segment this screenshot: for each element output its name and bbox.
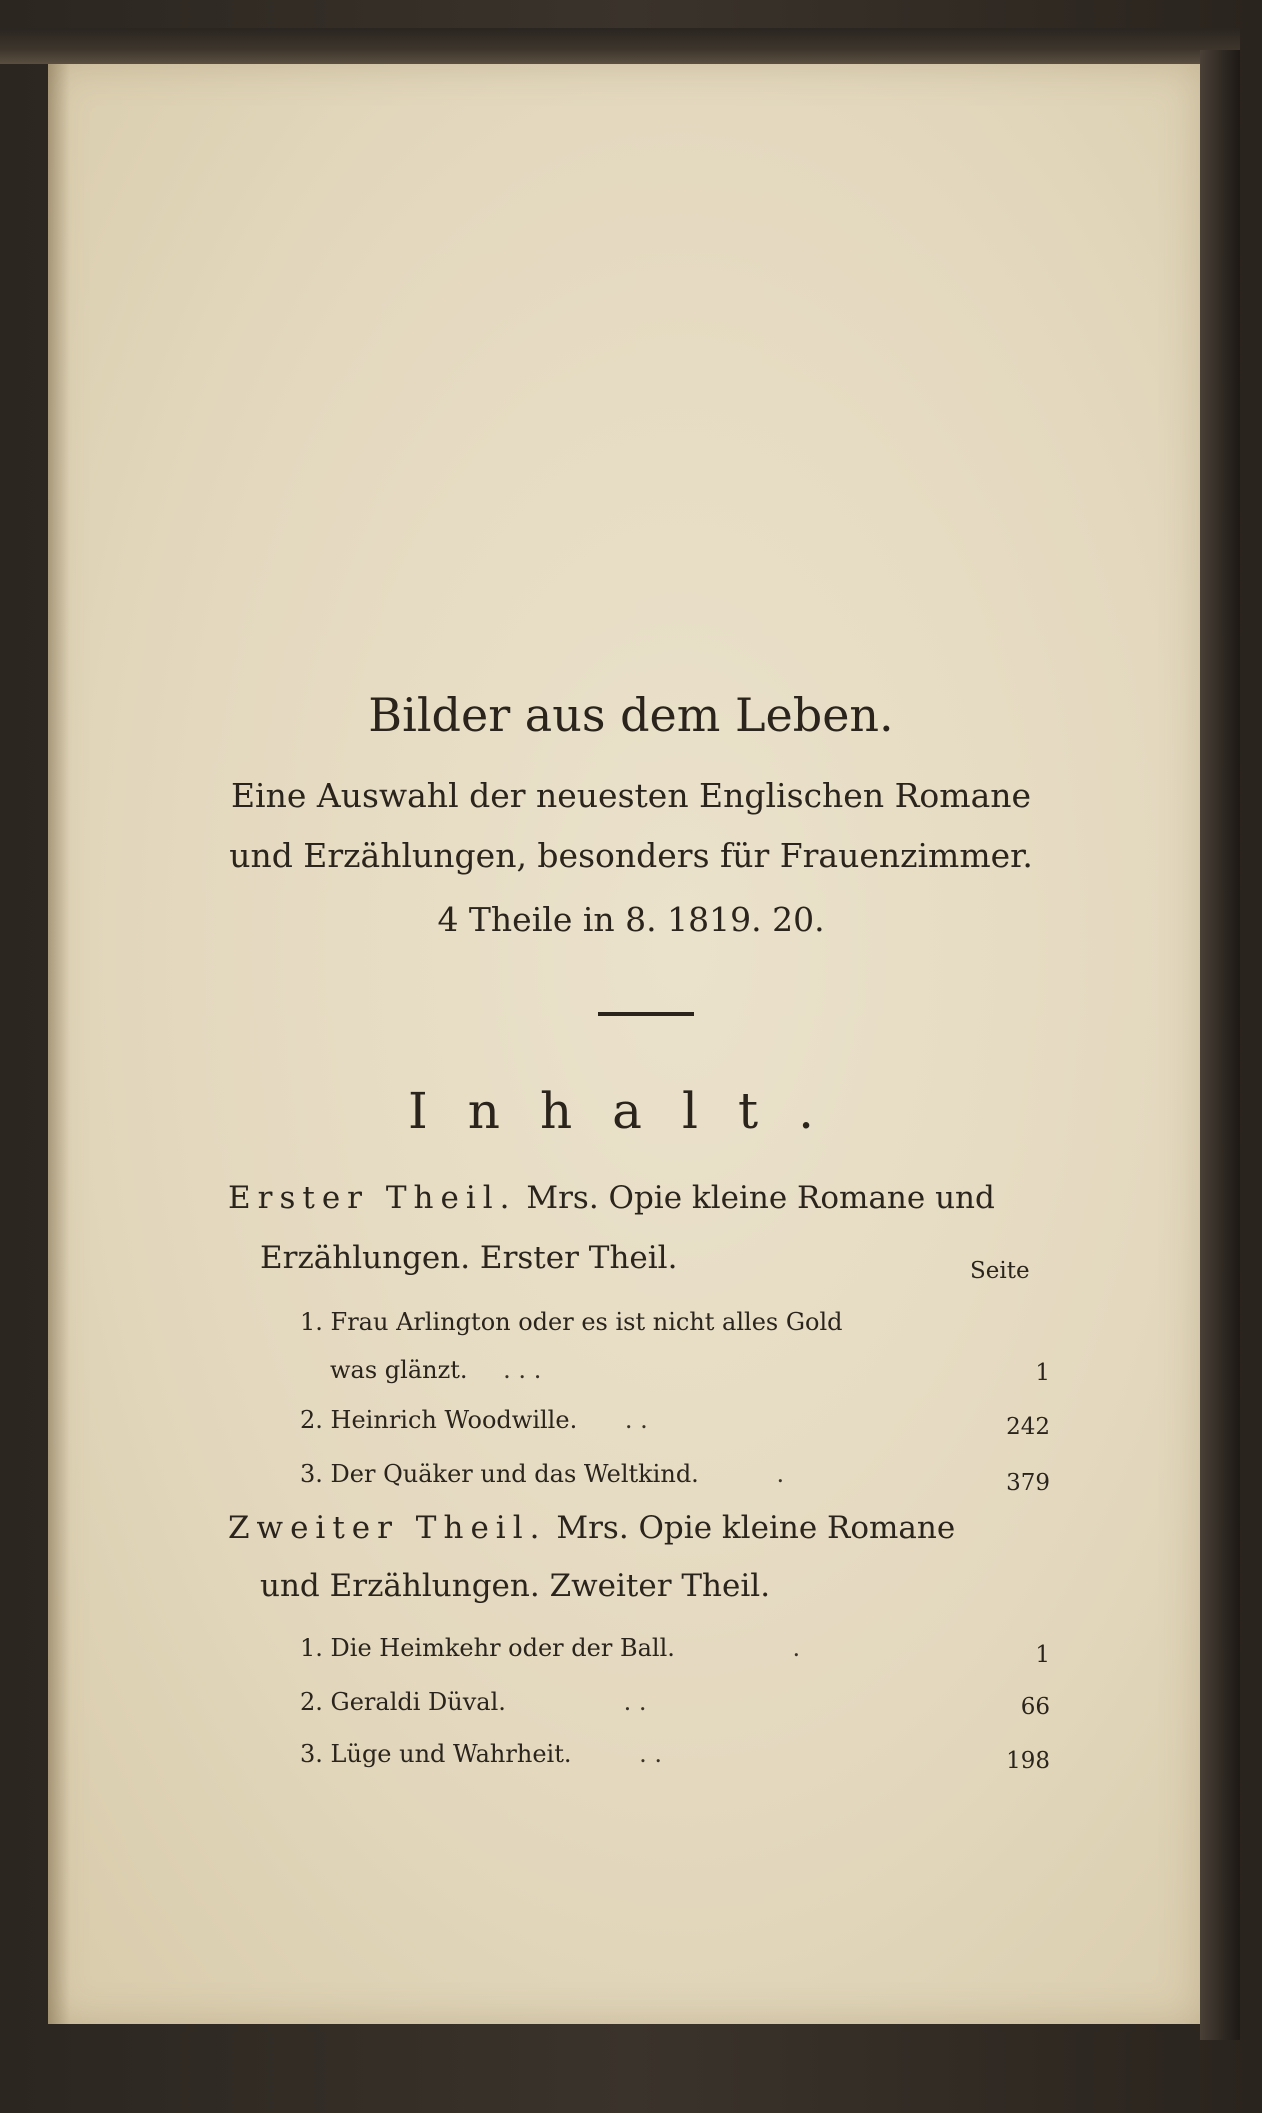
edition-line: 4 Theile in 8. 1819. 20.: [437, 900, 825, 939]
contents-heading: Inhalt.: [408, 1082, 854, 1140]
page-number: 379: [1006, 1470, 1050, 1496]
entry-number: 3.: [300, 1740, 323, 1768]
book-top-edge: [0, 28, 1240, 64]
part-2-line-2: und Erzählungen. Zweiter Theil.: [260, 1568, 771, 1604]
page-number: 198: [1006, 1748, 1050, 1774]
part-2-line-1: [228, 1510, 955, 1546]
part-1-entry-3: [300, 1460, 784, 1488]
entry-title: Der Quäker und das Weltkind.: [330, 1460, 699, 1488]
page-number: 242: [1006, 1414, 1050, 1440]
part-2-entry-3: [300, 1740, 662, 1768]
part-2-entry-2: [300, 1688, 646, 1716]
subtitle-line-1: Eine Auswahl der neuesten Englischen Romane: [230, 776, 1032, 815]
part-1-entry-1: [300, 1308, 843, 1336]
page-number: 1: [1035, 1360, 1050, 1386]
part-1-entry-2: [300, 1406, 648, 1434]
subtitle-line-2: und Erzählungen, besonders für Frauenzimmer.: [229, 836, 1033, 875]
dot-leader: .: [776, 1460, 785, 1488]
book-title: Bilder aus dem Leben.: [368, 688, 894, 742]
page-number: 1: [1035, 1642, 1050, 1668]
entry-number: 1.: [300, 1308, 323, 1336]
part-2-description: Mrs. Opie kleine Romane: [556, 1510, 956, 1546]
entry-number: 2.: [300, 1406, 323, 1434]
entry-title: Lüge und Wahrheit.: [330, 1740, 572, 1768]
dot-leader: .: [792, 1634, 801, 1662]
part-1-line-1: [228, 1180, 995, 1216]
entry-title: Die Heimkehr oder der Ball.: [330, 1634, 675, 1662]
entry-title: Frau Arlington oder es ist nicht alles Gold: [330, 1308, 843, 1336]
dot-leader: . . .: [503, 1356, 542, 1384]
part-1-line-2: Erzählungen. Erster Theil.: [260, 1240, 678, 1276]
page-number: 66: [1020, 1694, 1050, 1720]
book-page: [48, 64, 1200, 2024]
entry-title-cont: was glänzt.: [330, 1356, 468, 1384]
spine-shadow: [48, 64, 70, 2024]
part-1-label: Erster Theil.: [228, 1180, 517, 1216]
part-2-entry-1: [300, 1634, 800, 1662]
entry-title: Geraldi Düval.: [330, 1688, 506, 1716]
book-cover-edge: [1200, 50, 1240, 2040]
dot-leader: . .: [639, 1740, 663, 1768]
part-1-description: Mrs. Opie kleine Romane und: [526, 1180, 995, 1216]
entry-title: Heinrich Woodwille.: [330, 1406, 578, 1434]
page-column-label: Seite: [970, 1258, 1030, 1284]
part-1-entry-1-cont: [330, 1356, 541, 1384]
entry-number: 2.: [300, 1688, 323, 1716]
entry-number: 1.: [300, 1634, 323, 1662]
part-2-label: Zweiter Theil.: [228, 1510, 547, 1546]
dot-leader: . .: [623, 1688, 647, 1716]
entry-number: 3.: [300, 1460, 323, 1488]
divider-rule: [598, 1012, 694, 1016]
dot-leader: . .: [624, 1406, 648, 1434]
